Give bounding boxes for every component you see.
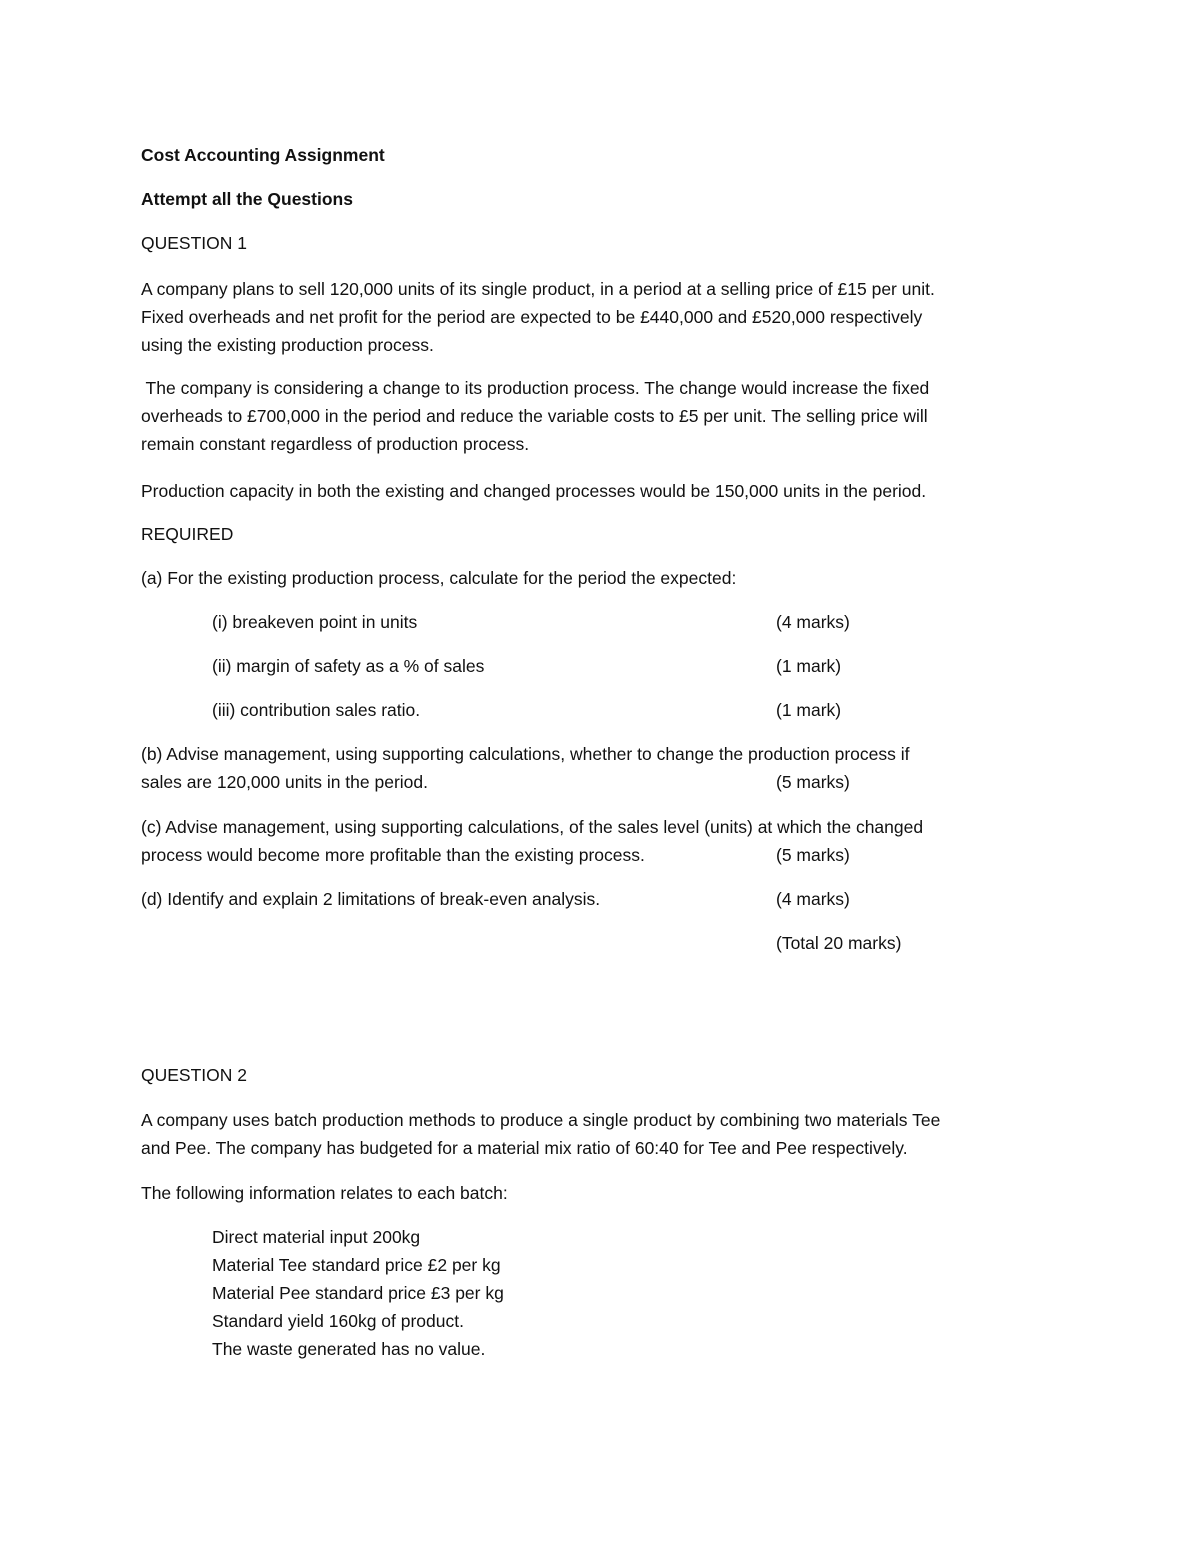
batch-info-item: Material Pee standard price £3 per kg — [212, 1283, 504, 1303]
part-b-line-1: (b) Advise management, using supporting calculations, whether to change the production process if — [141, 744, 910, 764]
q1-paragraph-2-line-2: overheads to £700,000 in the period and reduce the variable costs to £5 per unit. The selling price will — [141, 406, 928, 426]
q1-paragraph-2-line-3: remain constant regardless of production process. — [141, 434, 530, 454]
part-c-line-1: (c) Advise management, using supporting calculations, of the sales level (units) at which the changed — [141, 817, 924, 837]
q1-paragraph-1-line-2: Fixed overheads and net profit for the period are expected to be £440,000 and £520,000 respectively — [141, 307, 923, 327]
document-title: Cost Accounting Assignment — [141, 145, 385, 165]
part-d-line-1: (d) Identify and explain 2 limitations of break-even analysis. — [141, 889, 601, 909]
batch-info-item: The waste generated has no value. — [212, 1339, 486, 1359]
part-b-marks: (5 marks) — [776, 772, 850, 792]
part-a-item-iii-marks: (1 mark) — [776, 700, 842, 720]
question-1-heading: QUESTION 1 — [141, 233, 247, 253]
question-2-heading: QUESTION 2 — [141, 1065, 247, 1085]
required-label: REQUIRED — [141, 524, 234, 544]
document-subtitle: Attempt all the Questions — [141, 189, 353, 209]
q2-paragraph-1-line-1: A company uses batch production methods to produce a single product by combining two materials Tee — [141, 1110, 941, 1130]
batch-info-item: Material Tee standard price £2 per kg — [212, 1255, 501, 1275]
part-a-item-ii-marks: (1 mark) — [776, 656, 842, 676]
q1-paragraph-3: Production capacity in both the existing and changed processes would be 150,000 units in the period. — [141, 481, 927, 501]
part-a-item-ii: (ii) margin of safety as a % of sales — [212, 656, 485, 676]
batch-info-item: Direct material input 200kg — [212, 1227, 421, 1247]
q2-paragraph-2: The following information relates to each batch: — [141, 1183, 508, 1203]
part-c-line-2: process would become more profitable than the existing process. — [141, 845, 645, 865]
part-a-intro: (a) For the existing production process, calculate for the period the expected: — [141, 568, 737, 588]
part-b-line-2: sales are 120,000 units in the period. — [141, 772, 428, 792]
q1-paragraph-1-line-1: A company plans to sell 120,000 units of its single product, in a period at a selling price of £15 per unit. — [141, 279, 935, 299]
part-a-item-i: (i) breakeven point in units — [212, 612, 418, 632]
part-a-item-i-marks: (4 marks) — [776, 612, 850, 632]
q1-paragraph-1-line-3: using the existing production process. — [141, 335, 434, 355]
part-c-marks: (5 marks) — [776, 845, 850, 865]
question-1-total-marks: (Total 20 marks) — [776, 933, 902, 953]
part-d-marks: (4 marks) — [776, 889, 850, 909]
part-a-item-iii: (iii) contribution sales ratio. — [212, 700, 421, 720]
q2-paragraph-1-line-2: and Pee. The company has budgeted for a material mix ratio of 60:40 for Tee and Pee respectively. — [141, 1138, 908, 1158]
q1-paragraph-2-line-1: The company is considering a change to its production process. The change would increase the fixed — [141, 378, 930, 398]
batch-info-item: Standard yield 160kg of product. — [212, 1311, 464, 1331]
